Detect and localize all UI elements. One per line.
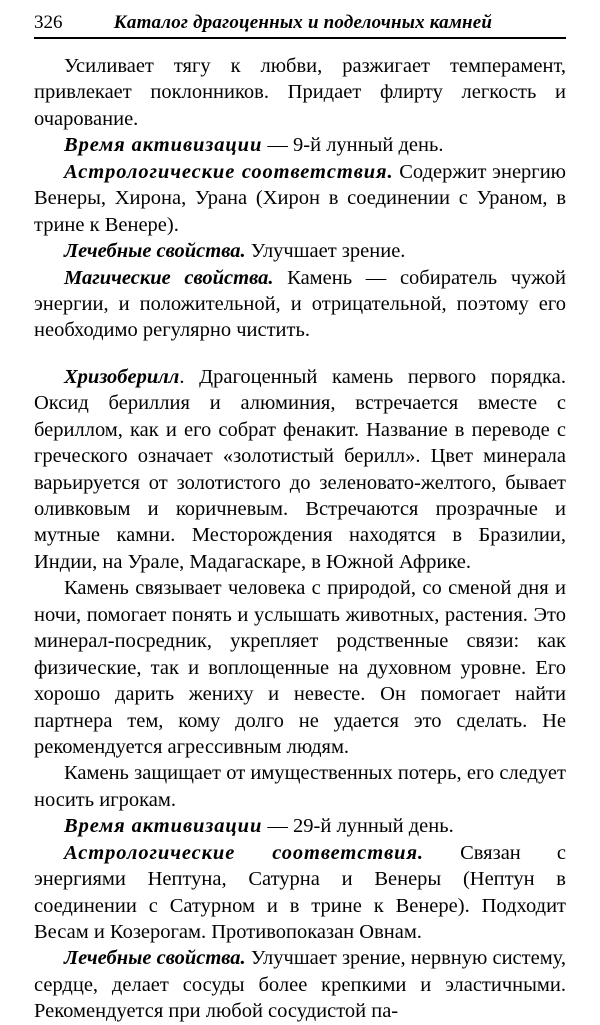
paragraph-text: Усиливает тягу к любви, разжигает темперамент, привлекает поклонников. Придает флирту легкость и очарование. [34, 55, 566, 130]
paragraph [34, 840, 566, 946]
paragraph-text: . Драгоценный камень первого порядка. Оксид бериллия и алюминия, встречается вместе с бериллом, как и его собрат фенакит. Название в переводе с греческого означает «золотистый берилл». Цвет минерала варьируется от золотистого до зеленовато-желтого, бывает оливковым и коричневым. Встречаются прозрачные и мутные камни. Месторождения находятся в Бразилии, Индии, на Урале, Мадагаскаре, в Южной Африке. [34, 365, 566, 573]
paragraph-text: Содержит энергию Венеры, Хирона, Урана (Хирон в соединении с Ураном, в трине к Венере). [34, 160, 566, 236]
paragraph [34, 364, 566, 576]
paragraph-lead: Магические свойства. [64, 266, 274, 289]
paragraph [34, 132, 566, 158]
paragraph [34, 265, 566, 344]
paragraph-text: — 9-й лунный день. [262, 134, 444, 157]
paragraph-text: Связан с энергиями Нептуна, Сатурна и Венеры (Нептун в соединении с Сатурном и в трине к Венере). Подходит Весам и Козерогам. Противопоказан Овнам. [34, 841, 566, 943]
paragraph [34, 159, 566, 238]
paragraph [34, 53, 566, 132]
paragraph-text: — 29-й лунный день. [262, 815, 454, 838]
paragraph-text: Камень — собиратель чужой энергии, и положительной, и отрицательной, поэтому его необходимо регулярно чистить. [34, 266, 566, 342]
paragraph [34, 945, 566, 1024]
paragraph-lead: Астрологические соответствия. [64, 841, 424, 864]
running-title: Каталог драгоценных и поделочных камней [113, 12, 493, 33]
page-body [34, 53, 566, 1025]
page-number: 326 [34, 12, 63, 33]
paragraph [34, 575, 566, 760]
paragraph [34, 813, 566, 839]
paragraph-lead: Лечебные свойства. [64, 947, 246, 970]
paragraph-lead: Время активизации [64, 134, 263, 157]
paragraph-text: Камень связывает человека с природой, со сменой дня и ночи, помогает понять и услышать животных, растения. Это минерал-посредник, укрепляет родственные связи: как физические, так и воплощенные на духовном уровне. Его хорошо дарить жениху и невесте. Он помогает найти партнера тем, кому долго не удается это сделать. Не рекомендуется агрессивным людям. [34, 577, 566, 758]
paragraph-text: Камень защищает от имущественных потерь, его следует носить игрокам. [34, 762, 566, 811]
paragraph-lead: Хризоберилл [64, 365, 180, 388]
paragraph [34, 238, 566, 264]
paragraph-text: Улучшает зрение, нервную систему, сердце, делает сосуды более крепкими и эластичными. Рекомендуется при любой сосудистой па- [34, 947, 566, 1023]
paragraph-lead: Лечебные свойства. [64, 240, 246, 263]
paragraph [34, 760, 566, 813]
header-rule [34, 37, 566, 39]
paragraph-lead: Время активизации [64, 815, 263, 838]
page-header [34, 12, 566, 34]
paragraph-text: Улучшает зрение. [245, 240, 406, 263]
paragraph-lead: Астрологические соответствия. [64, 160, 394, 183]
